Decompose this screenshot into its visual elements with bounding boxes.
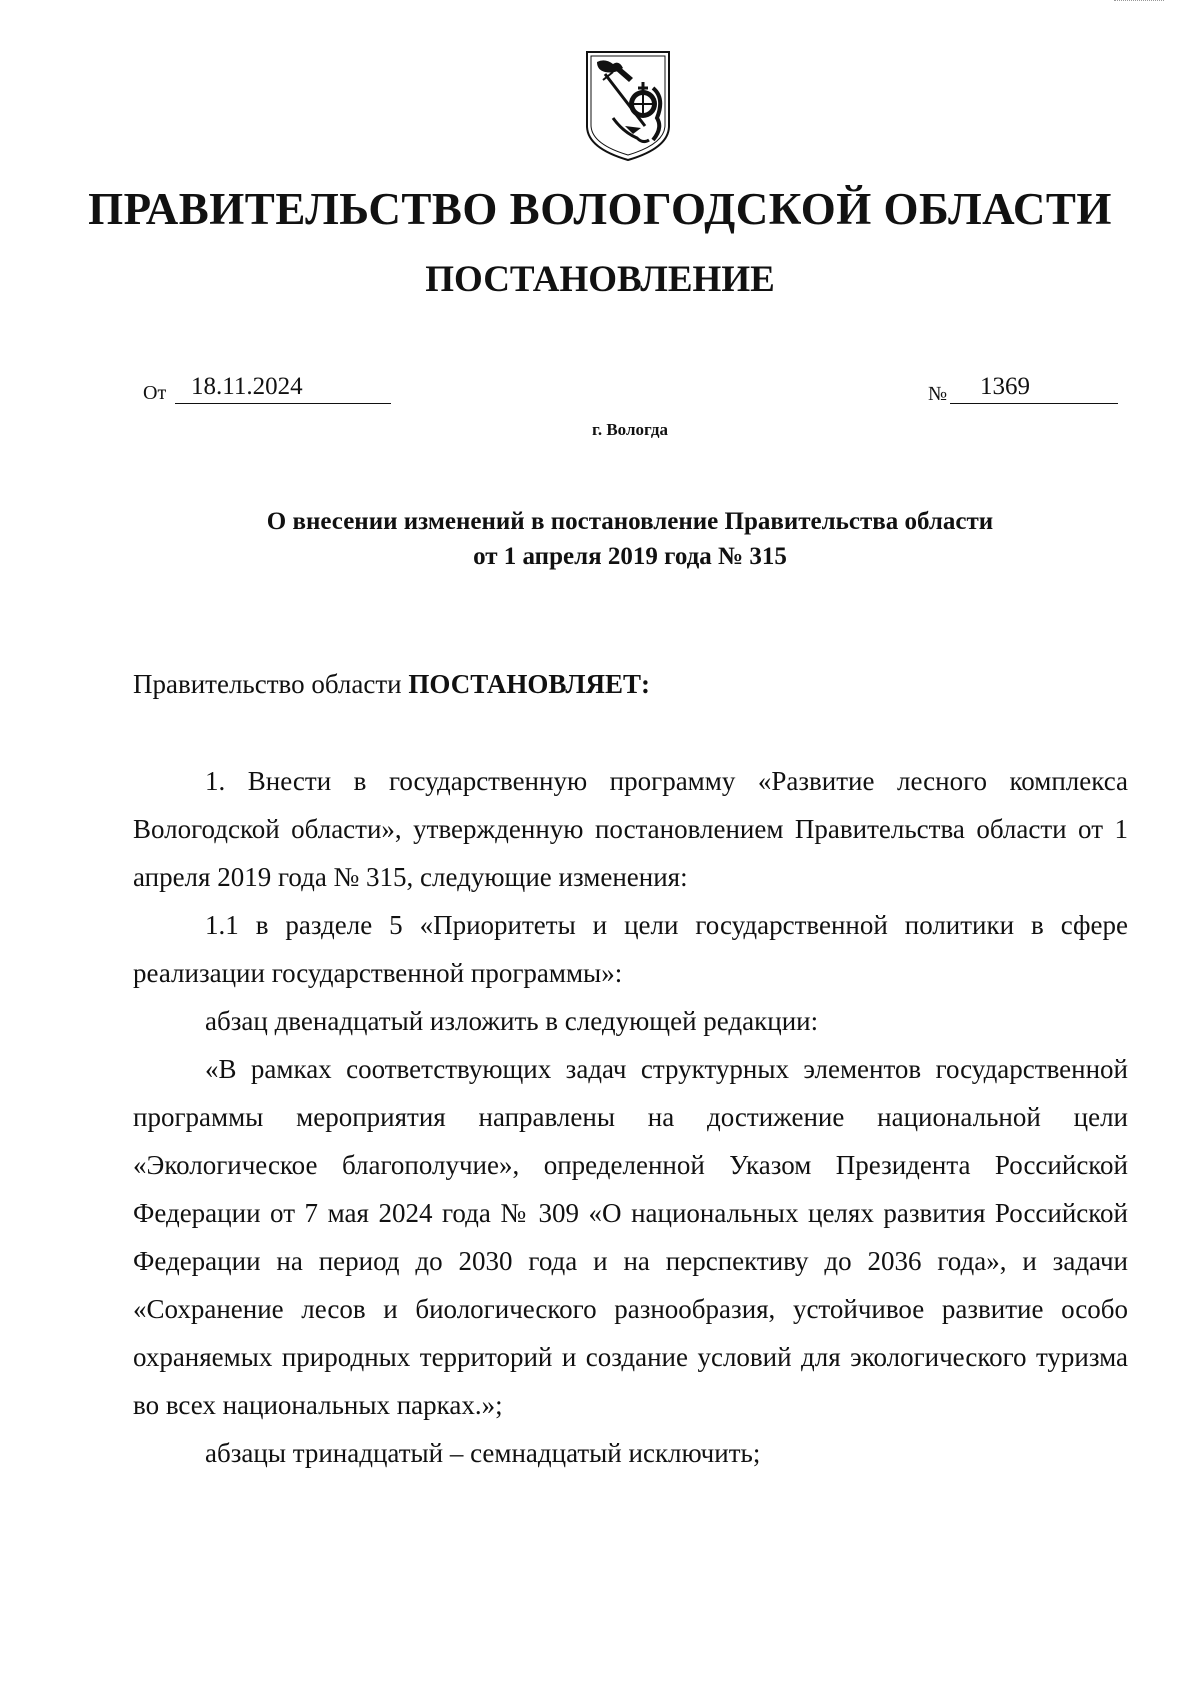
coat-of-arms-icon [583, 48, 673, 164]
page-corner-mark [1114, 0, 1164, 4]
subject-line-1: О внесении изменений в постановление Правительства области [266, 508, 994, 535]
document-subject [0, 504, 1200, 574]
paragraph: «В рамках соответствующих задач структурных элементов государственной программы мероприятия направлены на достижение национальной цели «Экологическое благополучие», определенной Указом Президента Российской Федерации от 7 мая 2024 года № 309 «О национальных целях развития Российской Федерации на период до 2030 года и на перспективу до 2036 года», и задачи «Сохранение лесов и биологического разнообразия, устойчивое развитие особо охраняемых природных территорий и создание условий для экологического туризма во всех национальных парках.»; [133, 1054, 1128, 1420]
date-value: 18.11.2024 [175, 370, 391, 404]
number-label: № [928, 383, 948, 405]
paragraph: 1. Внести в государственную программу «Развитие лесного комплекса Вологодской области», утвержденную постановлением Правительства области от 1 апреля 2019 года № 315, следующие изменения: [133, 766, 1128, 892]
paragraph: абзацы тринадцатый – семнадцатый исключить; [205, 1438, 761, 1468]
preamble [133, 669, 650, 700]
paragraph: 1.1 в разделе 5 «Приоритеты и цели государственной политики в сфере реализации государственной программы»: [133, 910, 1128, 988]
number-row [928, 373, 1030, 406]
date-label: От [143, 382, 167, 404]
subject-line-2: от 1 апреля 2019 года № 315 [473, 543, 787, 570]
document-body [133, 757, 1128, 1477]
paragraph: абзац двенадцатый изложить в следующей редакции: [205, 1006, 819, 1036]
decree-word: ПОСТАНОВЛЯЕТ: [408, 669, 650, 699]
document-type: ПОСТАНОВЛЕНИЕ [425, 259, 775, 300]
city-name: г. Вологда [592, 420, 668, 439]
preamble-text: Правительство области [133, 669, 402, 699]
date-row [143, 373, 303, 405]
government-title: ПРАВИТЕЛЬСТВО ВОЛОГОДСКОЙ ОБЛАСТИ [88, 184, 1112, 234]
number-value: 1369 [950, 370, 1118, 404]
